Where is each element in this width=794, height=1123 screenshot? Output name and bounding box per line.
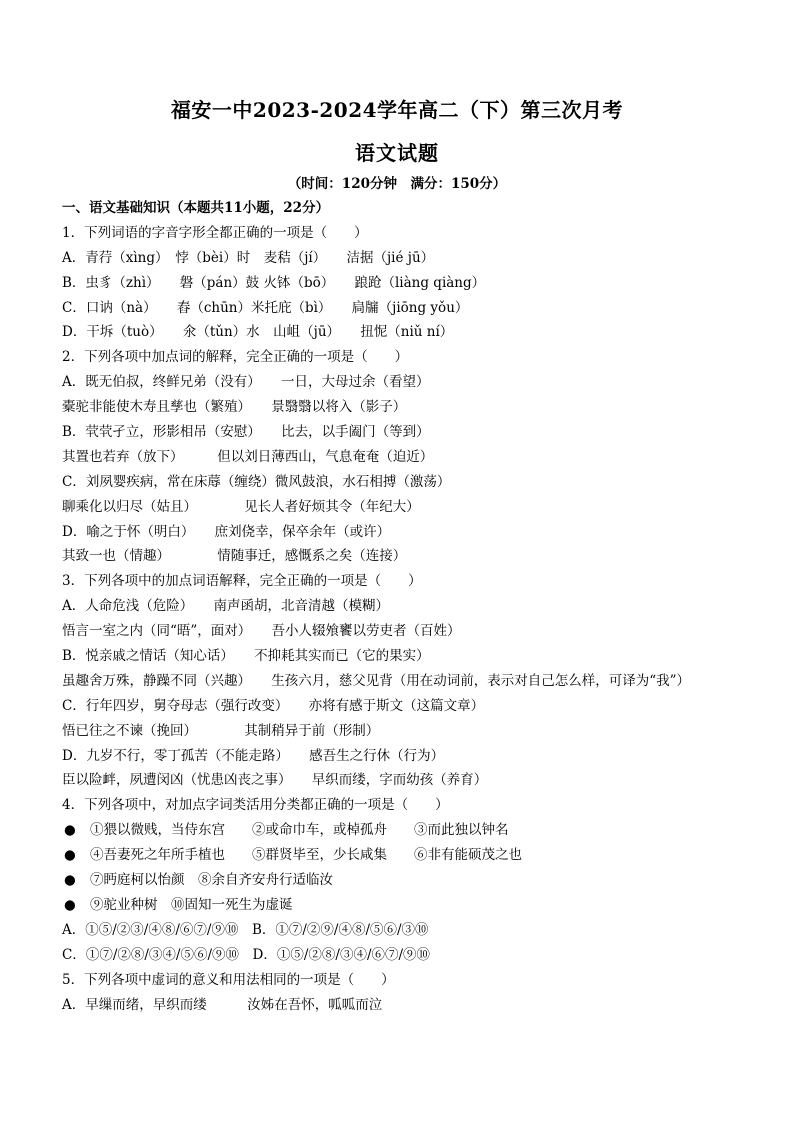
text-line (62, 520, 782, 545)
text-line (62, 868, 782, 893)
text-line (62, 993, 782, 1018)
line-text: 一、语文基础知识（本题共11小题，22分） (62, 200, 330, 216)
line-text: 3．下列各项中的加点词语解释，完全正确的一项是（ ） (62, 573, 422, 590)
text-line (62, 395, 782, 420)
text-line (62, 470, 782, 495)
line-text: D．喻之于怀（明白） 庶刘侥幸，保卒余年（或许） (62, 523, 391, 540)
text-line (62, 221, 782, 246)
line-text: ④吾妻死之年所手植也 ⑤群贤毕至，少长咸集 ⑥非有能硕茂之也 (90, 847, 522, 864)
text-line (62, 594, 782, 619)
text-line (62, 918, 782, 943)
line-text: 虽趣舍万殊，静躁不同（兴趣） 生孩六月，慈父见背（用在动词前，表示对自己怎么样，可译为“我”） (62, 672, 691, 689)
line-text: 臣以险衅，夙遭闵凶（忧患凶丧之事） 早织而缕，字而幼孩（养育） (62, 772, 488, 789)
exam-subtitle: 语文试题 (355, 141, 439, 165)
text-line (62, 196, 782, 221)
line-text: C．行年四岁，舅夺母志（强行改变） 亦将有感于斯文（这篇文章） (62, 697, 485, 714)
line-text: 悟言一室之内（同“晤”，面对） 吾小人辍飧饔以劳吏者（百姓） (62, 623, 461, 640)
line-text: C．刘夙婴疾病，常在床蓐（缠绕）微风鼓浪，水石相搏（激荡） (62, 473, 451, 490)
line-text: ⑨驼业种树 ⑩固知一死生为虚诞 (90, 896, 293, 913)
bullet-icon: ● (64, 847, 76, 864)
exam-title: 福安一中2023-2024学年高二（下）第三次月考 (170, 98, 624, 122)
question-body (62, 196, 782, 1017)
line-text: ⑦眄庭柯以怡颜 ⑧余自齐安舟行适临汝 (90, 872, 333, 889)
time-score-info: （时间：120分钟 满分：150分） (287, 176, 507, 192)
text-line (62, 320, 782, 345)
line-text: A．人命危浅（危险） 南声函胡，北音清越（模糊） (62, 598, 389, 615)
text-line (62, 495, 782, 520)
line-text: ①猥以微贱，当侍东宫 ②或命巾车，或棹孤舟 ③而此独以钟名 (90, 822, 509, 839)
line-text: 悟已往之不谏（挽回） 其制稍异于前（形制） (62, 722, 380, 739)
text-line (62, 370, 782, 395)
text-line (62, 694, 782, 719)
text-line (62, 893, 782, 918)
line-text: 5．下列各项中虚词的意义和用法相同的一项是（ ） (62, 971, 395, 988)
text-line (62, 818, 782, 843)
text-line (62, 420, 782, 445)
text-line (62, 793, 782, 818)
line-text: 橐驼非能使木寿且孳也（繁殖） 景翳翳以将入（影子） (62, 399, 407, 416)
line-text: A．早缫而绪，早织而缕 汝姊在吾怀，呱呱而泣 (62, 996, 383, 1013)
line-text: C．口讷（nà） 舂（chūn）米托庇（bì） 扃牖（jiōng yǒu） (62, 299, 469, 316)
text-line (62, 544, 782, 569)
line-text: 其置也若弃（放下） 但以刘日薄西山，气息奄奄（迫近） (62, 448, 434, 465)
text-line (62, 943, 782, 968)
line-text: 其致一也（情趣） 情随事迁，感慨系之矣（连接） (62, 548, 407, 565)
text-line (62, 345, 782, 370)
line-text: B．茕茕孑立，形影相吊（安慰） 比去，以手阖门（等到） (62, 424, 430, 441)
text-line (62, 669, 782, 694)
text-line (62, 619, 782, 644)
line-text: 1．下列词语的字音字形全都正确的一项是（ ） (62, 224, 368, 241)
text-line (62, 569, 782, 594)
line-text: A．①⑤/②③/④⑧/⑥⑦/⑨⑩ B．①⑦/②⑨/④⑧/⑤⑥/③⑩ (62, 921, 429, 938)
text-line (62, 719, 782, 744)
line-text: 4．下列各项中，对加点字词类活用分类都正确的一项是（ ） (62, 797, 449, 814)
text-line (62, 644, 782, 669)
bullet-icon: ● (64, 872, 76, 889)
line-text: 聊乘化以归尽（姑且） 见长人者好烦其令（年纪大） (62, 498, 420, 515)
line-text: 2．下列各项中加点词的解释，完全正确的一项是（ ） (62, 349, 409, 366)
text-line (62, 744, 782, 769)
line-text: B．虫豸（zhì） 磐（pán）鼓 火钵（bō） 踉跄（liàng qiàng） (62, 274, 486, 291)
text-line (62, 296, 782, 321)
line-text: B．悦亲戚之情话（知心话） 不抑耗其实而已（它的果实） (62, 648, 430, 665)
line-text: D．九岁不行，零丁孤苦（不能走路） 感吾生之行休（行为） (62, 747, 445, 764)
bullet-icon: ● (64, 896, 76, 913)
text-line (62, 271, 782, 296)
line-text: D．干坼（tuò） 氽（tǔn）水 山岨（jū） 扭怩（niǔ ní） (62, 324, 454, 341)
line-text: C．①⑦/②⑧/③④/⑤⑥/⑨⑩ D．①⑤/②⑧/③④/⑥⑦/⑨⑩ (62, 946, 431, 963)
text-line (62, 843, 782, 868)
text-line (62, 246, 782, 271)
line-text: A．既无伯叔，终鲜兄弟（没有） 一日，大母过余（看望） (62, 374, 430, 391)
text-line (62, 768, 782, 793)
bullet-icon: ● (64, 822, 76, 839)
text-line (62, 968, 782, 993)
line-text: A．青荇（xìng） 悖（bèi）时 麦秸（jí） 洁据（jié jū） (62, 249, 435, 266)
text-line (62, 445, 782, 470)
